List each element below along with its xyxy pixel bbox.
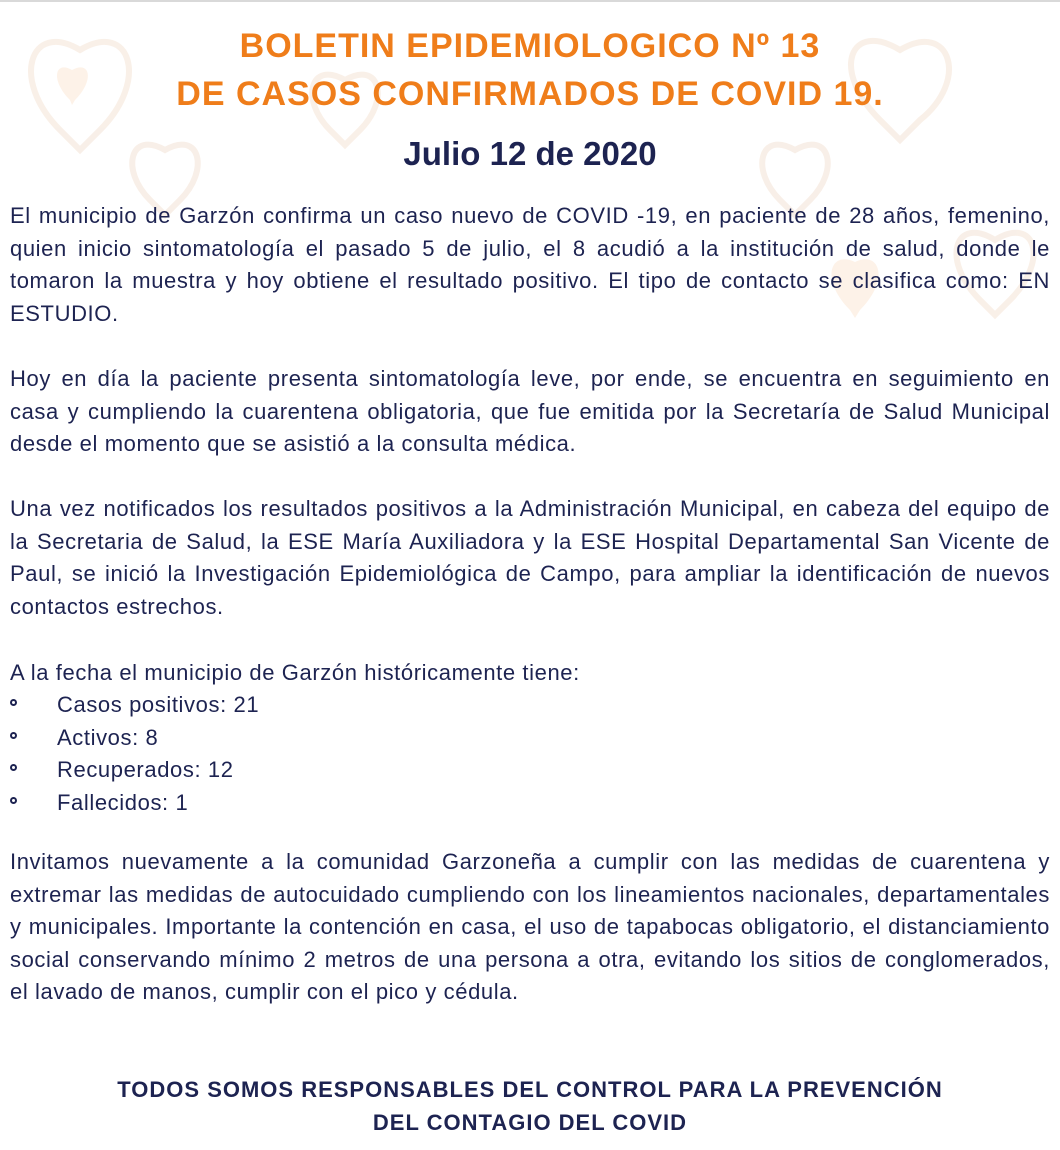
paragraph-patient-status: Hoy en día la paciente presenta sintomatología leve, por ende, se encuentra en seguimiento en casa y cumpliendo la cuarentena obligatoria, que fue emitida por la Secretaría de Salud Municipal desde el momento que se asistió a la consulta médica. xyxy=(10,366,1050,456)
list-item xyxy=(10,689,610,722)
closing-slogan-line2: DEL CONTAGIO DEL COVID xyxy=(372,1110,688,1135)
paragraph-investigation: Una vez notificados los resultados positivos a la Administración Municipal, en cabeza del equipo de la Secretaria de Salud, la ESE María Auxiliadora y la ESE Hospital Departamental San Vicente de Paul, se inició la Investigación Epidemiológica de Campo, para ampliar la identificación de nuevos contactos estrechos. xyxy=(10,496,1050,619)
list-item xyxy=(10,754,610,787)
paragraph-recommendations: Invitamos nuevamente a la comunidad Garzoneña a cumplir con las medidas de cuarentena y extremar las medidas de autocuidado cumpliendo con los lineamientos nacionales, departamentales y municipales. Importante la contención en casa, el uso de tapabocas obligatorio, el distanciamiento social conservando mínimo 2 metros de una persona a otra, evitando los sitios de conglomerados, el lavado de manos, cumplir con el pico y cédula. xyxy=(10,849,1050,1004)
list-item xyxy=(10,787,610,820)
bulletin-title: BOLETIN EPIDEMIOLOGICO Nº 13 xyxy=(239,27,821,65)
stat-recovered: Recuperados: 12 xyxy=(57,757,234,782)
stat-active-cases: Activos: 8 xyxy=(57,724,159,750)
stat-positive-cases: Casos positivos: 21 xyxy=(57,692,260,717)
bullet-circle-icon xyxy=(10,732,17,739)
bulletin-date: Julio 12 de 2020 xyxy=(403,135,657,172)
stat-deceased: Fallecidos: 1 xyxy=(57,789,189,815)
bullet-circle-icon xyxy=(10,797,17,804)
stats-list xyxy=(10,689,610,819)
paragraph-new-case: El municipio de Garzón confirma un caso nuevo de COVID -19, en paciente de 28 años, femenino, quien inicio sintomatología el pasado 5 de julio, el 8 acudió a la institución de salud, donde le tomaron la muestra y hoy obtiene el resultado positivo. El tipo de contacto se clasifica como: EN ESTUDIO. xyxy=(10,203,1050,326)
bulletin-subtitle: DE CASOS CONFIRMADOS DE COVID 19. xyxy=(176,75,884,113)
stats-intro: A la fecha el municipio de Garzón históricamente tiene: xyxy=(10,660,580,685)
bullet-circle-icon xyxy=(10,699,17,706)
closing-slogan-line1: TODOS SOMOS RESPONSABLES DEL CONTROL PARA LA PREVENCIÓN xyxy=(117,1077,943,1102)
list-item xyxy=(10,722,610,755)
bullet-circle-icon xyxy=(10,764,17,771)
